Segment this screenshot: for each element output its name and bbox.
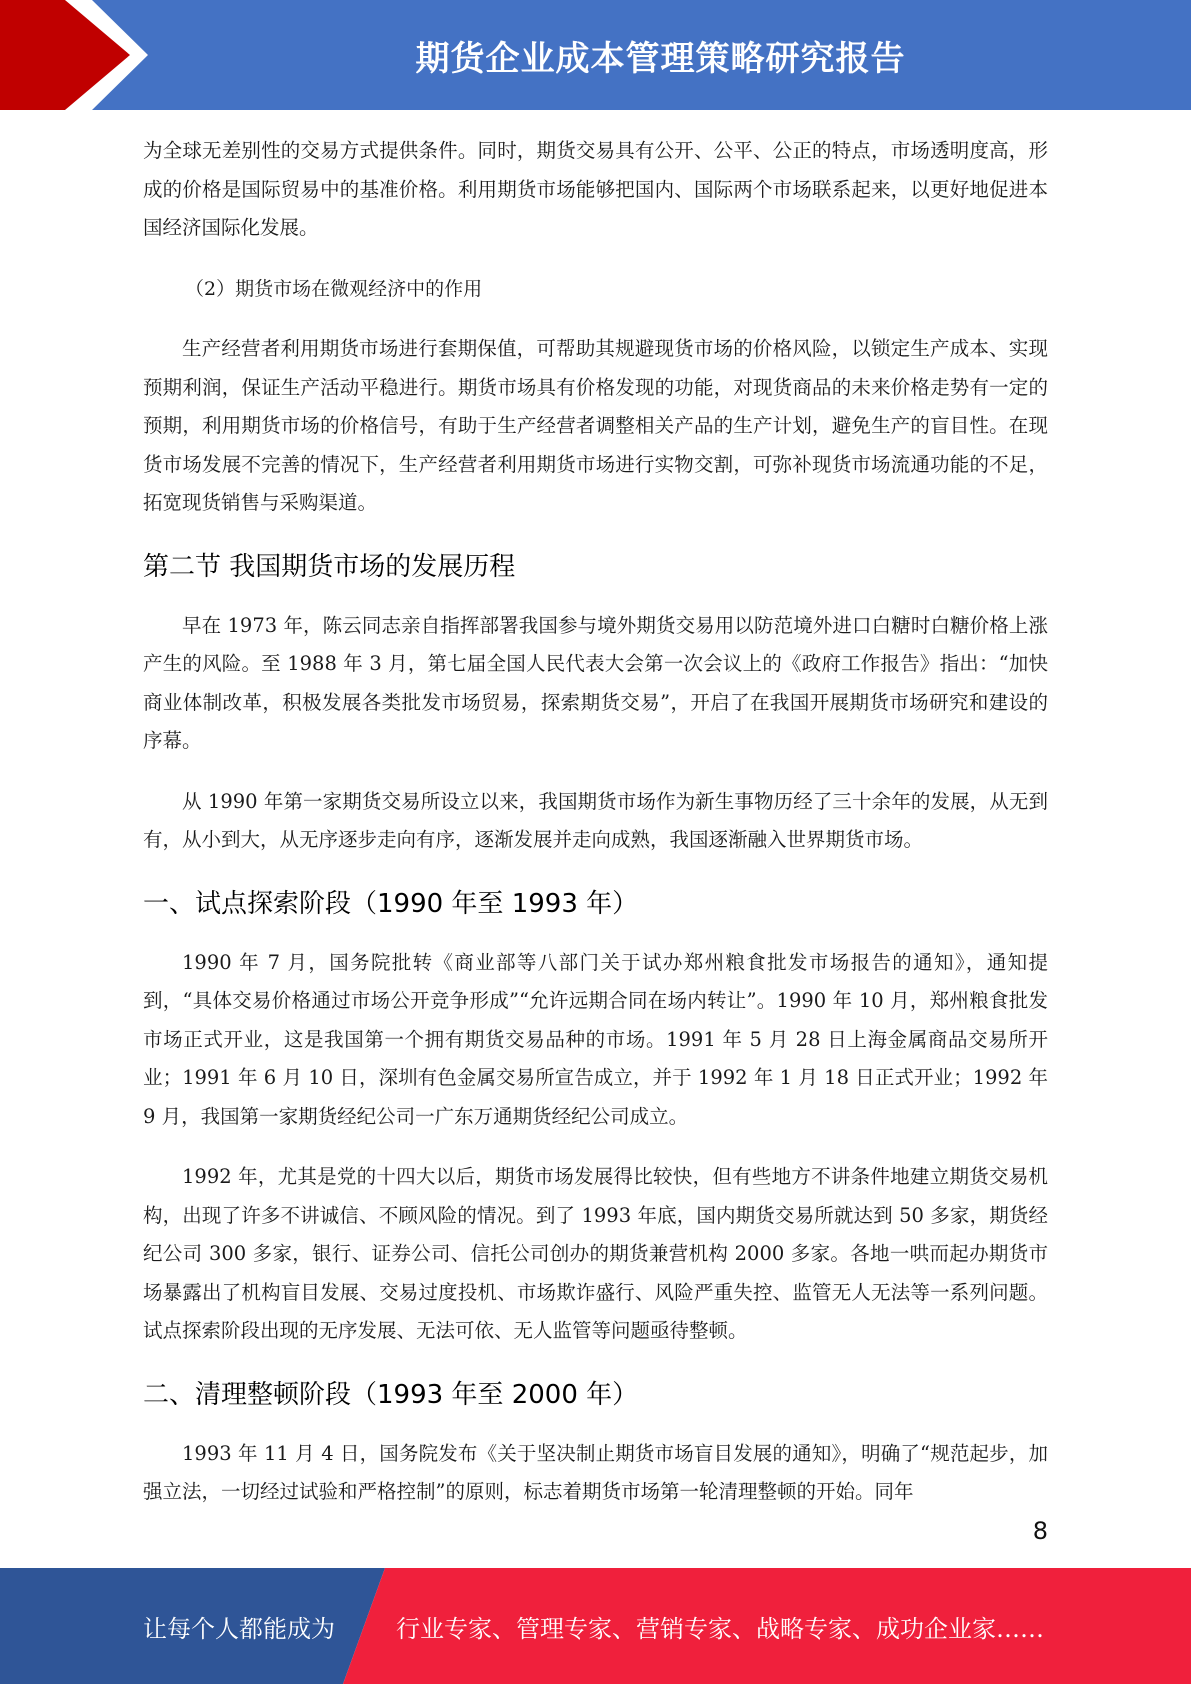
heading-stage-rectification: 二、清理整顿阶段（1993 年至 2000 年） xyxy=(143,1379,639,1410)
page-header xyxy=(0,0,1191,110)
paragraph-rectification: 1993 年 11 月 4 日，国务院发布《关于坚决制止期货市场盲目发展的通知》，明确了“规范起步，加强立法，一切经过试验和严格控制”的原则，标志着期货市场第一轮清理整顿的开始。同年 xyxy=(143,1441,1048,1503)
paragraph-1973: 早在 1973 年，陈云同志亲自指挥部署我国参与境外期货交易用以防范境外进口白糖时白糖价格上涨产生的风险。至 1988 年 3 月，第七届全国人民代表大会第一次会议上的《政府工作报告》指出：“加快商业体制改革，积极发展各类批发市场贸易，探索期货交易”，开启了在我国开展期货市场研究和建设的序幕。 xyxy=(143,613,1048,752)
subheading-micro-economy: （2）期货市场在微观经济中的作用 xyxy=(185,277,483,300)
paragraph-pilot-events: 1990 年 7 月，国务院批转《商业部等八部门关于试办郑州粮食批发市场报告的通知》，通知提到，“具体交易价格通过市场公开竞争形成”“允许远期合同在场内转让”。1990 年 10 月，郑州粮食批发市场正式开业，这是我国第一个拥有期货交易品种的市场。1991 年 5 月 28 日上海金属商品交易所开业；1991 年 6 月 10 日，深圳有色金属交易所宣告成立，并于 1992 年 1 月 18 日正式开业；1992 年 9 月，我国第一家期货经纪公司一广东万通期货经纪公司成立。 xyxy=(143,950,1048,1128)
heading-stage-pilot: 一、试点探索阶段（1990 年至 1993 年） xyxy=(143,888,639,919)
section-heading-history: 第二节 我国期货市场的发展历程 xyxy=(143,551,516,582)
paragraph-pilot-problems: 1992 年，尤其是党的十四大以后，期货市场发展得比较快，但有些地方不讲条件地建立期货交易机构，出现了许多不讲诚信、不顾风险的情况。到了 1993 年底，国内期货交易所就达到 50 多家，期货经纪公司 300 多家，银行、证券公司、信托公司创办的期货兼营机构 2000 多家。各地一哄而起办期货市场暴露出了机构盲目发展、交易过度投机、市场欺诈盛行、风险严重失控、监管无人无法等一系列问题。试点探索阶段出现的无序发展、无法可依、无人监管等问题亟待整顿。 xyxy=(143,1165,1048,1342)
footer-slogan-left: 让每个人都能成为 xyxy=(143,1614,335,1643)
report-title: 期货企业成本管理策略研究报告 xyxy=(415,38,906,79)
page-footer xyxy=(0,1568,1191,1684)
page-number: 8 xyxy=(1032,1517,1048,1545)
footer-slogan-right: 行业专家、管理专家、营销专家、战略专家、成功企业家…… xyxy=(396,1614,1044,1643)
paragraph-continued: 为全球无差别性的交易方式提供条件。同时，期货交易具有公开、公平、公正的特点，市场透明度高，形成的价格是国际贸易中的基准价格。利用期货市场能够把国内、国际两个市场联系起来，以更好地促进本国经济国际化发展。 xyxy=(143,139,1048,239)
paragraph-hedging: 生产经营者利用期货市场进行套期保值，可帮助其规避现货市场的价格风险，以锁定生产成本、实现预期利润，保证生产活动平稳进行。期货市场具有价格发现的功能，对现货商品的未来价格走势有一定的预期，利用期货市场的价格信号，有助于生产经营者调整相关产品的生产计划，避免生产的盲目性。在现货市场发展不完善的情况下，生产经营者利用期货市场进行实物交割，可弥补现货市场流通功能的不足，拓宽现货销售与采购渠道。 xyxy=(143,337,1048,514)
paragraph-1990: 从 1990 年第一家期货交易所设立以来，我国期货市场作为新生事物历经了三十余年的发展，从无到有，从小到大，从无序逐步走向有序，逐渐发展并走向成熟，我国逐渐融入世界期货市场。 xyxy=(143,789,1048,851)
document-body xyxy=(143,132,1048,1534)
